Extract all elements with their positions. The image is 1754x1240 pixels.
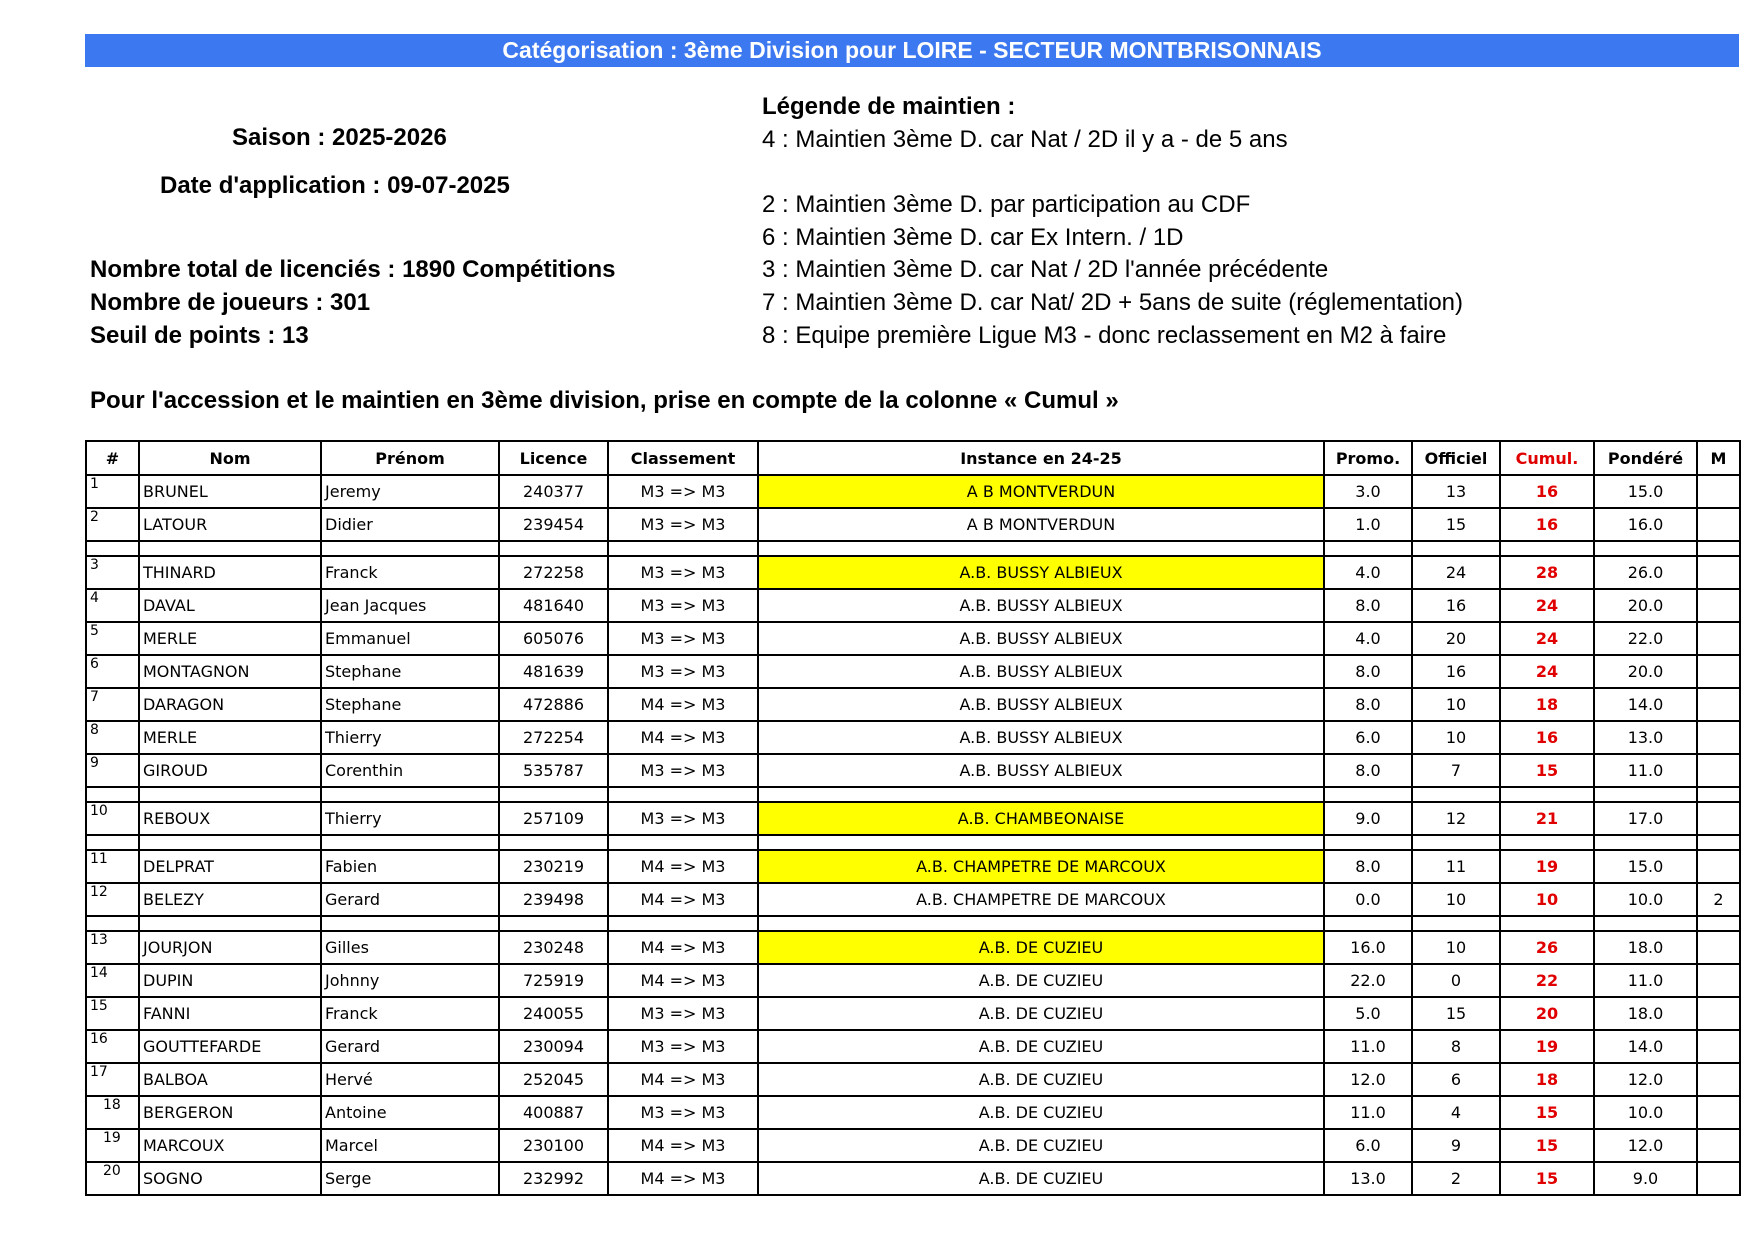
cell-instance: A.B. DE CUZIEU	[758, 1129, 1324, 1162]
cell-m: 2	[1697, 883, 1740, 916]
cell-num: 4	[86, 589, 139, 622]
cell-pondere: 10.0	[1594, 883, 1697, 916]
cell-pondere: 18.0	[1594, 931, 1697, 964]
cell-nom: BELEZY	[139, 883, 321, 916]
cell-classement: M3 => M3	[608, 475, 758, 508]
cell-instance: A.B. DE CUZIEU	[758, 1096, 1324, 1129]
group-separator	[86, 541, 1740, 556]
cell-licence: 230100	[499, 1129, 608, 1162]
cell-prenom: Fabien	[321, 850, 499, 883]
cell-prenom: Corenthin	[321, 754, 499, 787]
cell-licence: 252045	[499, 1063, 608, 1096]
cell-cumul: 10	[1500, 883, 1594, 916]
col-header-prenom: Prénom	[321, 441, 499, 475]
table-row	[86, 1096, 1740, 1129]
cell-instance: A.B. DE CUZIEU	[758, 1030, 1324, 1063]
table-row	[86, 688, 1740, 721]
cell-officiel: 24	[1412, 556, 1500, 589]
cell-classement: M4 => M3	[608, 850, 758, 883]
cell-num: 1	[86, 475, 139, 508]
cell-nom: BALBOA	[139, 1063, 321, 1096]
col-header-officiel: Officiel	[1412, 441, 1500, 475]
cell-m	[1697, 1129, 1740, 1162]
cell-cumul: 15	[1500, 1096, 1594, 1129]
cell-m	[1697, 754, 1740, 787]
cell-prenom: Gerard	[321, 1030, 499, 1063]
cell-instance: A.B. CHAMPETRE DE MARCOUX	[758, 850, 1324, 883]
table-row	[86, 883, 1740, 916]
cell-nom: GOUTTEFARDE	[139, 1030, 321, 1063]
cell-licence: 239454	[499, 508, 608, 541]
cell-promo: 13.0	[1324, 1162, 1412, 1195]
cell-num: 18	[86, 1096, 139, 1129]
cell-m	[1697, 1063, 1740, 1096]
cell-instance: A.B. DE CUZIEU	[758, 964, 1324, 997]
cell-prenom: Serge	[321, 1162, 499, 1195]
cell-officiel: 7	[1412, 754, 1500, 787]
date-application-label: Date d'application : 09-07-2025	[160, 172, 510, 199]
cell-prenom: Thierry	[321, 802, 499, 835]
cell-licence: 240377	[499, 475, 608, 508]
cell-nom: FANNI	[139, 997, 321, 1030]
col-header-cumul: Cumul.	[1500, 441, 1594, 475]
cell-m	[1697, 802, 1740, 835]
cell-m	[1697, 508, 1740, 541]
cell-prenom: Marcel	[321, 1129, 499, 1162]
cell-num: 19	[86, 1129, 139, 1162]
col-header-num: #	[86, 441, 139, 475]
cumul-note: Pour l'accession et le maintien en 3ème division, prise en compte de la colonne « Cumul »	[90, 387, 1119, 414]
table-row	[86, 964, 1740, 997]
table-row	[86, 475, 1740, 508]
cell-m	[1697, 1030, 1740, 1063]
cell-num: 17	[86, 1063, 139, 1096]
legend-item: 2 : Maintien 3ème D. par participation au CDF	[762, 191, 1251, 218]
cell-instance: A.B. BUSSY ALBIEUX	[758, 721, 1324, 754]
cell-instance: A.B. BUSSY ALBIEUX	[758, 655, 1324, 688]
table-row	[86, 589, 1740, 622]
cell-m	[1697, 1096, 1740, 1129]
cell-classement: M3 => M3	[608, 802, 758, 835]
cell-nom: MERLE	[139, 622, 321, 655]
cell-classement: M3 => M3	[608, 589, 758, 622]
cell-classement: M3 => M3	[608, 754, 758, 787]
cell-licence: 725919	[499, 964, 608, 997]
cell-officiel: 16	[1412, 655, 1500, 688]
legend-item: 4 : Maintien 3ème D. car Nat / 2D il y a - de 5 ans	[762, 126, 1288, 153]
cell-nom: MERLE	[139, 721, 321, 754]
cell-pondere: 11.0	[1594, 964, 1697, 997]
group-separator	[86, 916, 1740, 931]
cell-pondere: 14.0	[1594, 1030, 1697, 1063]
cell-promo: 6.0	[1324, 1129, 1412, 1162]
cell-cumul: 24	[1500, 655, 1594, 688]
cell-pondere: 13.0	[1594, 721, 1697, 754]
table-row	[86, 556, 1740, 589]
cell-cumul: 22	[1500, 964, 1594, 997]
cell-nom: MARCOUX	[139, 1129, 321, 1162]
players-table	[85, 440, 1741, 1196]
cell-promo: 8.0	[1324, 688, 1412, 721]
cell-classement: M4 => M3	[608, 721, 758, 754]
cell-prenom: Thierry	[321, 721, 499, 754]
cell-promo: 16.0	[1324, 931, 1412, 964]
cell-licence: 240055	[499, 997, 608, 1030]
cell-pondere: 16.0	[1594, 508, 1697, 541]
cell-cumul: 24	[1500, 589, 1594, 622]
legend-item: 7 : Maintien 3ème D. car Nat/ 2D + 5ans de suite (réglementation)	[762, 289, 1464, 316]
cell-classement: M3 => M3	[608, 1030, 758, 1063]
cell-m	[1697, 721, 1740, 754]
cell-licence: 481640	[499, 589, 608, 622]
cell-prenom: Franck	[321, 556, 499, 589]
cell-licence: 232992	[499, 1162, 608, 1195]
cell-num: 14	[86, 964, 139, 997]
legend-item: 6 : Maintien 3ème D. car Ex Intern. / 1D	[762, 224, 1184, 251]
cell-classement: M3 => M3	[608, 622, 758, 655]
cell-prenom: Hervé	[321, 1063, 499, 1096]
cell-cumul: 18	[1500, 688, 1594, 721]
cell-classement: M4 => M3	[608, 688, 758, 721]
group-separator	[86, 835, 1740, 850]
cell-instance: A B MONTVERDUN	[758, 508, 1324, 541]
cell-nom: SOGNO	[139, 1162, 321, 1195]
cell-promo: 22.0	[1324, 964, 1412, 997]
cell-cumul: 21	[1500, 802, 1594, 835]
cell-prenom: Didier	[321, 508, 499, 541]
table-row	[86, 655, 1740, 688]
cell-num: 2	[86, 508, 139, 541]
cell-num: 11	[86, 850, 139, 883]
cell-prenom: Stephane	[321, 688, 499, 721]
col-header-classement: Classement	[608, 441, 758, 475]
cell-officiel: 8	[1412, 1030, 1500, 1063]
cell-num: 5	[86, 622, 139, 655]
cell-officiel: 13	[1412, 475, 1500, 508]
cell-instance: A.B. DE CUZIEU	[758, 1162, 1324, 1195]
table-row	[86, 997, 1740, 1030]
cell-instance: A.B. BUSSY ALBIEUX	[758, 622, 1324, 655]
legend-title: Légende de maintien :	[762, 93, 1016, 120]
cell-officiel: 15	[1412, 508, 1500, 541]
cell-cumul: 15	[1500, 1129, 1594, 1162]
cell-officiel: 0	[1412, 964, 1500, 997]
cell-instance: A.B. BUSSY ALBIEUX	[758, 754, 1324, 787]
table-row	[86, 508, 1740, 541]
cell-officiel: 15	[1412, 997, 1500, 1030]
cell-pondere: 15.0	[1594, 475, 1697, 508]
cell-nom: DAVAL	[139, 589, 321, 622]
legend-item: 8 : Equipe première Ligue M3 - donc reclassement en M2 à faire	[762, 322, 1447, 349]
cell-pondere: 12.0	[1594, 1129, 1697, 1162]
table-row	[86, 1030, 1740, 1063]
page-title: Catégorisation : 3ème Division pour LOIRE - SECTEUR MONTBRISONNAIS	[85, 34, 1739, 67]
cell-classement: M4 => M3	[608, 1063, 758, 1096]
table-row	[86, 1129, 1740, 1162]
cell-m	[1697, 688, 1740, 721]
col-header-licence: Licence	[499, 441, 608, 475]
cell-licence: 230219	[499, 850, 608, 883]
cell-cumul: 26	[1500, 931, 1594, 964]
cell-num: 7	[86, 688, 139, 721]
cell-promo: 12.0	[1324, 1063, 1412, 1096]
cell-nom: JOURJON	[139, 931, 321, 964]
cell-classement: M4 => M3	[608, 1129, 758, 1162]
cell-prenom: Jeremy	[321, 475, 499, 508]
cell-m	[1697, 655, 1740, 688]
cell-classement: M4 => M3	[608, 883, 758, 916]
cell-cumul: 15	[1500, 754, 1594, 787]
cell-instance: A.B. BUSSY ALBIEUX	[758, 688, 1324, 721]
col-header-m: M	[1697, 441, 1740, 475]
cell-num: 3	[86, 556, 139, 589]
cell-m	[1697, 475, 1740, 508]
cell-nom: DARAGON	[139, 688, 321, 721]
cell-promo: 3.0	[1324, 475, 1412, 508]
cell-pondere: 26.0	[1594, 556, 1697, 589]
cell-m	[1697, 964, 1740, 997]
cell-licence: 605076	[499, 622, 608, 655]
col-header-instance: Instance en 24-25	[758, 441, 1324, 475]
cell-pondere: 20.0	[1594, 655, 1697, 688]
cell-num: 6	[86, 655, 139, 688]
cell-officiel: 10	[1412, 688, 1500, 721]
cell-promo: 9.0	[1324, 802, 1412, 835]
cell-licence: 472886	[499, 688, 608, 721]
cell-cumul: 16	[1500, 475, 1594, 508]
cell-licence: 535787	[499, 754, 608, 787]
cell-cumul: 16	[1500, 721, 1594, 754]
cell-prenom: Antoine	[321, 1096, 499, 1129]
group-separator	[86, 787, 1740, 802]
col-header-pondere: Pondéré	[1594, 441, 1697, 475]
cell-pondere: 10.0	[1594, 1096, 1697, 1129]
cell-promo: 8.0	[1324, 754, 1412, 787]
cell-classement: M3 => M3	[608, 508, 758, 541]
cell-pondere: 22.0	[1594, 622, 1697, 655]
cell-nom: BRUNEL	[139, 475, 321, 508]
cell-pondere: 15.0	[1594, 850, 1697, 883]
cell-nom: DELPRAT	[139, 850, 321, 883]
cell-pondere: 11.0	[1594, 754, 1697, 787]
cell-instance: A.B. DE CUZIEU	[758, 1063, 1324, 1096]
cell-m	[1697, 931, 1740, 964]
cell-officiel: 10	[1412, 883, 1500, 916]
cell-officiel: 6	[1412, 1063, 1500, 1096]
cell-officiel: 9	[1412, 1129, 1500, 1162]
cell-instance: A B MONTVERDUN	[758, 475, 1324, 508]
cell-licence: 481639	[499, 655, 608, 688]
cell-cumul: 15	[1500, 1162, 1594, 1195]
table-row	[86, 850, 1740, 883]
licencies-count: Nombre total de licenciés : 1890 Compétitions	[90, 256, 616, 283]
cell-classement: M4 => M3	[608, 931, 758, 964]
cell-classement: M3 => M3	[608, 556, 758, 589]
cell-nom: THINARD	[139, 556, 321, 589]
cell-num: 20	[86, 1162, 139, 1195]
cell-prenom: Emmanuel	[321, 622, 499, 655]
cell-num: 15	[86, 997, 139, 1030]
cell-instance: A.B. BUSSY ALBIEUX	[758, 556, 1324, 589]
seuil-points: Seuil de points : 13	[90, 322, 309, 349]
cell-officiel: 16	[1412, 589, 1500, 622]
cell-cumul: 24	[1500, 622, 1594, 655]
cell-officiel: 10	[1412, 931, 1500, 964]
cell-classement: M4 => M3	[608, 964, 758, 997]
cell-nom: BERGERON	[139, 1096, 321, 1129]
cell-classement: M3 => M3	[608, 1096, 758, 1129]
cell-cumul: 28	[1500, 556, 1594, 589]
cell-nom: REBOUX	[139, 802, 321, 835]
cell-licence: 272254	[499, 721, 608, 754]
cell-classement: M3 => M3	[608, 655, 758, 688]
cell-cumul: 16	[1500, 508, 1594, 541]
cell-prenom: Franck	[321, 997, 499, 1030]
cell-promo: 0.0	[1324, 883, 1412, 916]
cell-cumul: 19	[1500, 1030, 1594, 1063]
legend-item: 3 : Maintien 3ème D. car Nat / 2D l'année précédente	[762, 256, 1329, 283]
cell-prenom: Gilles	[321, 931, 499, 964]
cell-m	[1697, 589, 1740, 622]
cell-instance: A.B. CHAMBEONAISE	[758, 802, 1324, 835]
cell-pondere: 14.0	[1594, 688, 1697, 721]
cell-num: 13	[86, 931, 139, 964]
cell-officiel: 20	[1412, 622, 1500, 655]
cell-num: 10	[86, 802, 139, 835]
cell-licence: 400887	[499, 1096, 608, 1129]
cell-classement: M3 => M3	[608, 997, 758, 1030]
cell-prenom: Stephane	[321, 655, 499, 688]
cell-promo: 5.0	[1324, 997, 1412, 1030]
col-header-nom: Nom	[139, 441, 321, 475]
cell-licence: 230248	[499, 931, 608, 964]
cell-licence: 239498	[499, 883, 608, 916]
saison-label: Saison : 2025-2026	[232, 124, 447, 151]
cell-classement: M4 => M3	[608, 1162, 758, 1195]
cell-licence: 230094	[499, 1030, 608, 1063]
cell-promo: 4.0	[1324, 556, 1412, 589]
cell-nom: MONTAGNON	[139, 655, 321, 688]
cell-instance: A.B. DE CUZIEU	[758, 997, 1324, 1030]
cell-promo: 11.0	[1324, 1030, 1412, 1063]
cell-num: 12	[86, 883, 139, 916]
cell-promo: 11.0	[1324, 1096, 1412, 1129]
cell-num: 8	[86, 721, 139, 754]
cell-officiel: 11	[1412, 850, 1500, 883]
cell-prenom: Johnny	[321, 964, 499, 997]
cell-m	[1697, 850, 1740, 883]
cell-licence: 272258	[499, 556, 608, 589]
cell-officiel: 12	[1412, 802, 1500, 835]
cell-pondere: 9.0	[1594, 1162, 1697, 1195]
table-row	[86, 802, 1740, 835]
cell-officiel: 4	[1412, 1096, 1500, 1129]
cell-cumul: 20	[1500, 997, 1594, 1030]
cell-m	[1697, 556, 1740, 589]
table-row	[86, 1162, 1740, 1195]
cell-num: 16	[86, 1030, 139, 1063]
cell-m	[1697, 997, 1740, 1030]
joueurs-count: Nombre de joueurs : 301	[90, 289, 371, 316]
cell-instance: A.B. CHAMPETRE DE MARCOUX	[758, 883, 1324, 916]
cell-num: 9	[86, 754, 139, 787]
cell-promo: 6.0	[1324, 721, 1412, 754]
table-row	[86, 622, 1740, 655]
cell-prenom: Jean Jacques	[321, 589, 499, 622]
cell-instance: A.B. BUSSY ALBIEUX	[758, 589, 1324, 622]
cell-promo: 8.0	[1324, 655, 1412, 688]
cell-nom: LATOUR	[139, 508, 321, 541]
cell-promo: 1.0	[1324, 508, 1412, 541]
cell-nom: DUPIN	[139, 964, 321, 997]
table-header-row	[86, 441, 1740, 475]
cell-pondere: 18.0	[1594, 997, 1697, 1030]
cell-pondere: 17.0	[1594, 802, 1697, 835]
cell-pondere: 12.0	[1594, 1063, 1697, 1096]
cell-promo: 8.0	[1324, 589, 1412, 622]
cell-instance: A.B. DE CUZIEU	[758, 931, 1324, 964]
cell-licence: 257109	[499, 802, 608, 835]
cell-pondere: 20.0	[1594, 589, 1697, 622]
cell-m	[1697, 1162, 1740, 1195]
table-row	[86, 931, 1740, 964]
cell-officiel: 2	[1412, 1162, 1500, 1195]
table-row	[86, 721, 1740, 754]
cell-cumul: 19	[1500, 850, 1594, 883]
cell-promo: 4.0	[1324, 622, 1412, 655]
cell-cumul: 18	[1500, 1063, 1594, 1096]
cell-m	[1697, 622, 1740, 655]
cell-prenom: Gerard	[321, 883, 499, 916]
table-row	[86, 754, 1740, 787]
cell-officiel: 10	[1412, 721, 1500, 754]
table-row	[86, 1063, 1740, 1096]
cell-promo: 8.0	[1324, 850, 1412, 883]
col-header-promo: Promo.	[1324, 441, 1412, 475]
cell-nom: GIROUD	[139, 754, 321, 787]
